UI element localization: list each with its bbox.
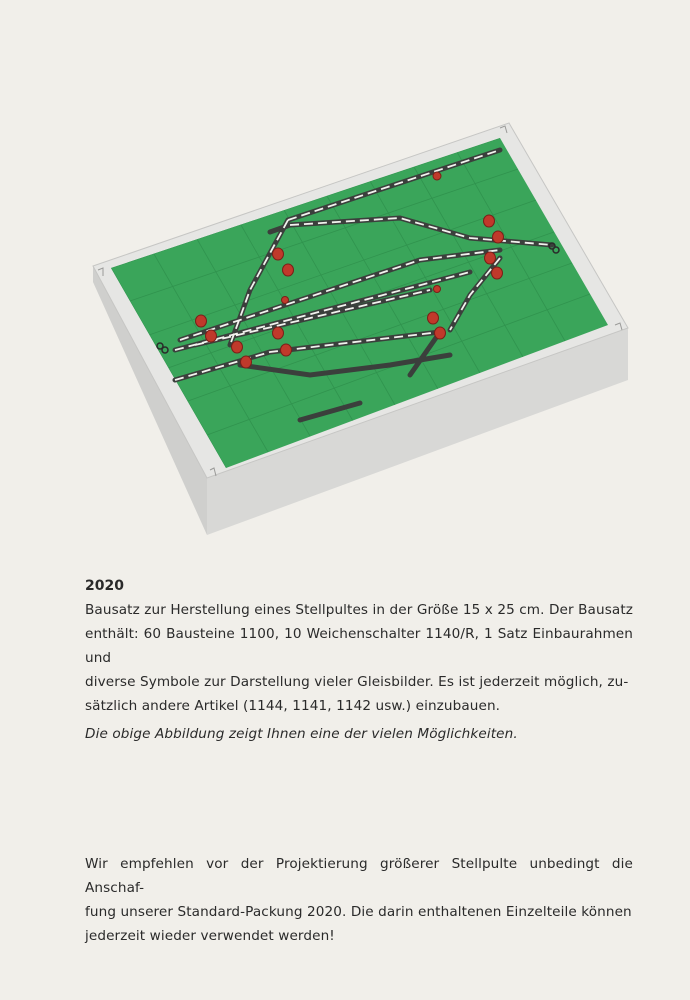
- switch-knob: [241, 356, 252, 368]
- recommendation-line: jederzeit wieder verwendet werden!: [85, 928, 335, 944]
- switch-knob: [484, 215, 495, 227]
- switch-knob: [428, 312, 439, 324]
- switch-knob: [492, 267, 503, 279]
- description-line: enthält: 60 Bausteine 1100, 10 Weichenschalter 1140/R, 1 Satz Einbaurahmen und: [85, 626, 633, 666]
- product-description: [85, 598, 633, 718]
- recommendation-line: Wir empfehlen vor der Projektierung größerer Stellpulte unbedingt die Anschaf-: [85, 856, 633, 896]
- recommendation-line: fung unserer Standard-Packung 2020. Die darin enthaltenen Einzelteile können: [85, 904, 632, 920]
- switch-knob: [232, 341, 243, 353]
- switch-knob: [196, 315, 207, 327]
- signal-lamp: [434, 286, 441, 293]
- switch-knob: [493, 231, 504, 243]
- switch-knob: [281, 344, 292, 356]
- signal-lamp: [433, 172, 441, 180]
- recommendation-text: [85, 852, 633, 948]
- switch-knob: [273, 327, 284, 339]
- switch-knob: [435, 327, 446, 339]
- description-line: Bausatz zur Herstellung eines Stellpultes in der Größe 15 x 25 cm. Der Bausatz: [85, 602, 633, 618]
- description-line: diverse Symbole zur Darstellung vieler Gleisbilder. Es ist jederzeit möglich, zu-: [85, 674, 629, 690]
- switch-knob: [273, 248, 284, 260]
- switch-knob: [485, 252, 496, 264]
- product-number: 2020: [85, 578, 124, 594]
- caption-text: Die obige Abbildung zeigt Ihnen eine der vielen Möglichkeiten.: [85, 726, 518, 742]
- illustration-caption: [85, 722, 633, 746]
- switch-knob: [206, 330, 217, 342]
- description-line: sätzlich andere Artikel (1144, 1141, 1142 usw.) einzubauen.: [85, 698, 501, 714]
- signal-lamp: [282, 297, 289, 304]
- switch-knob: [283, 264, 294, 276]
